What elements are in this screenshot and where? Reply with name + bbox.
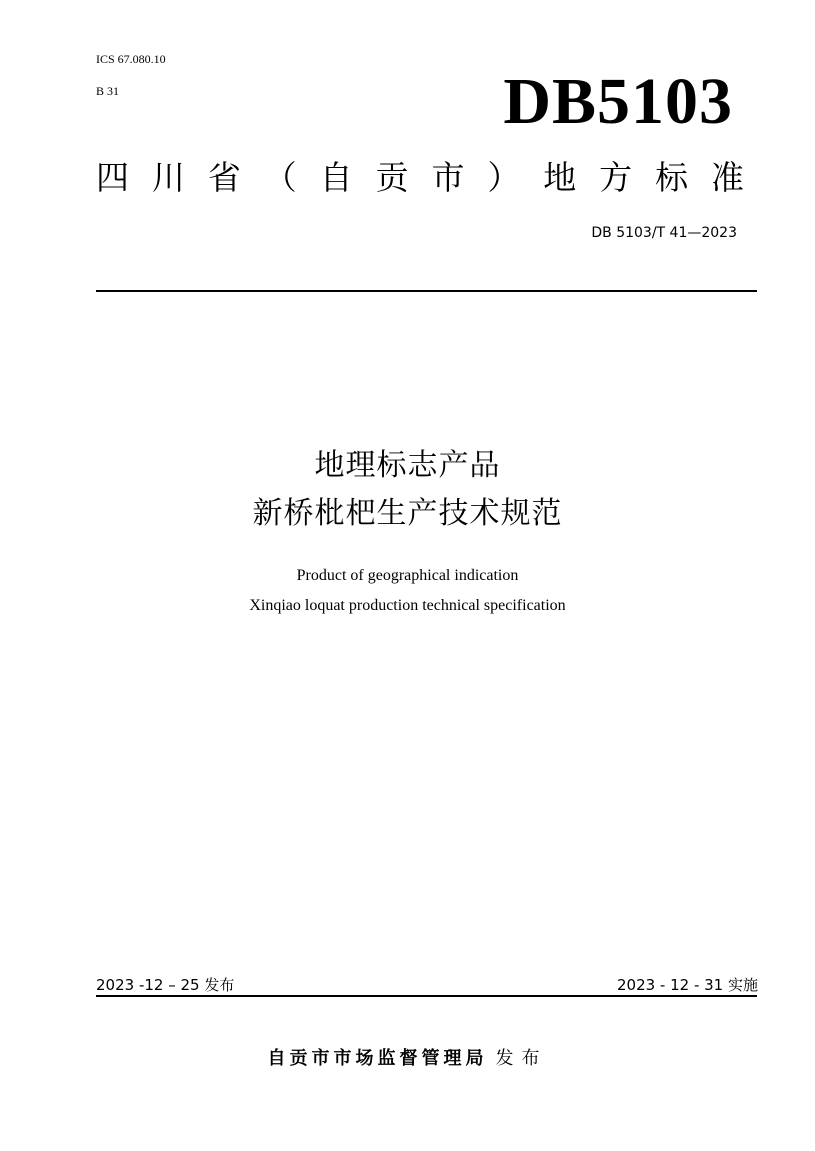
standard-type-char: ） bbox=[487, 158, 521, 197]
standard-type-char: 自 bbox=[319, 158, 353, 197]
standard-type-char: 贡 bbox=[375, 158, 409, 197]
english-title-line-1: Product of geographical indication bbox=[296, 567, 519, 584]
standard-logo: DB5103 bbox=[503, 65, 733, 138]
standard-number: DB 5103/T 41—2023 bbox=[591, 225, 737, 241]
top-divider bbox=[96, 290, 757, 292]
publisher bbox=[0, 1047, 815, 1071]
publisher-suffix: 发布 bbox=[495, 1048, 548, 1069]
publisher-name: 自贡市市场监督管理局 bbox=[267, 1048, 488, 1069]
standard-type-char: 地 bbox=[543, 158, 577, 197]
standard-type-char: 市 bbox=[431, 158, 465, 197]
issue-date: 2023 -12 – 25 发布 bbox=[96, 976, 235, 994]
standard-type-char: 川 bbox=[151, 158, 185, 197]
standard-type-char: 省 bbox=[207, 158, 241, 197]
standard-type-char: 准 bbox=[710, 158, 744, 197]
standard-type-char: 标 bbox=[655, 158, 689, 197]
bottom-divider bbox=[96, 995, 757, 997]
standard-type-char: 方 bbox=[599, 158, 633, 197]
implementation-date: 2023 - 12 - 31 实施 bbox=[616, 976, 758, 994]
standard-type-char: 四 bbox=[96, 158, 129, 197]
standard-type-char: （ bbox=[263, 158, 297, 197]
classification-code: B 31 bbox=[96, 84, 120, 98]
title-line-2: 新桥枇杷生产技术规范 bbox=[252, 496, 563, 531]
title-line-1: 地理标志产品 bbox=[314, 448, 501, 483]
standard-type-title bbox=[96, 158, 744, 198]
english-title-line-2: Xinqiao loquat production technical specification bbox=[249, 597, 566, 614]
ics-code: ICS 67.080.10 bbox=[96, 52, 166, 66]
